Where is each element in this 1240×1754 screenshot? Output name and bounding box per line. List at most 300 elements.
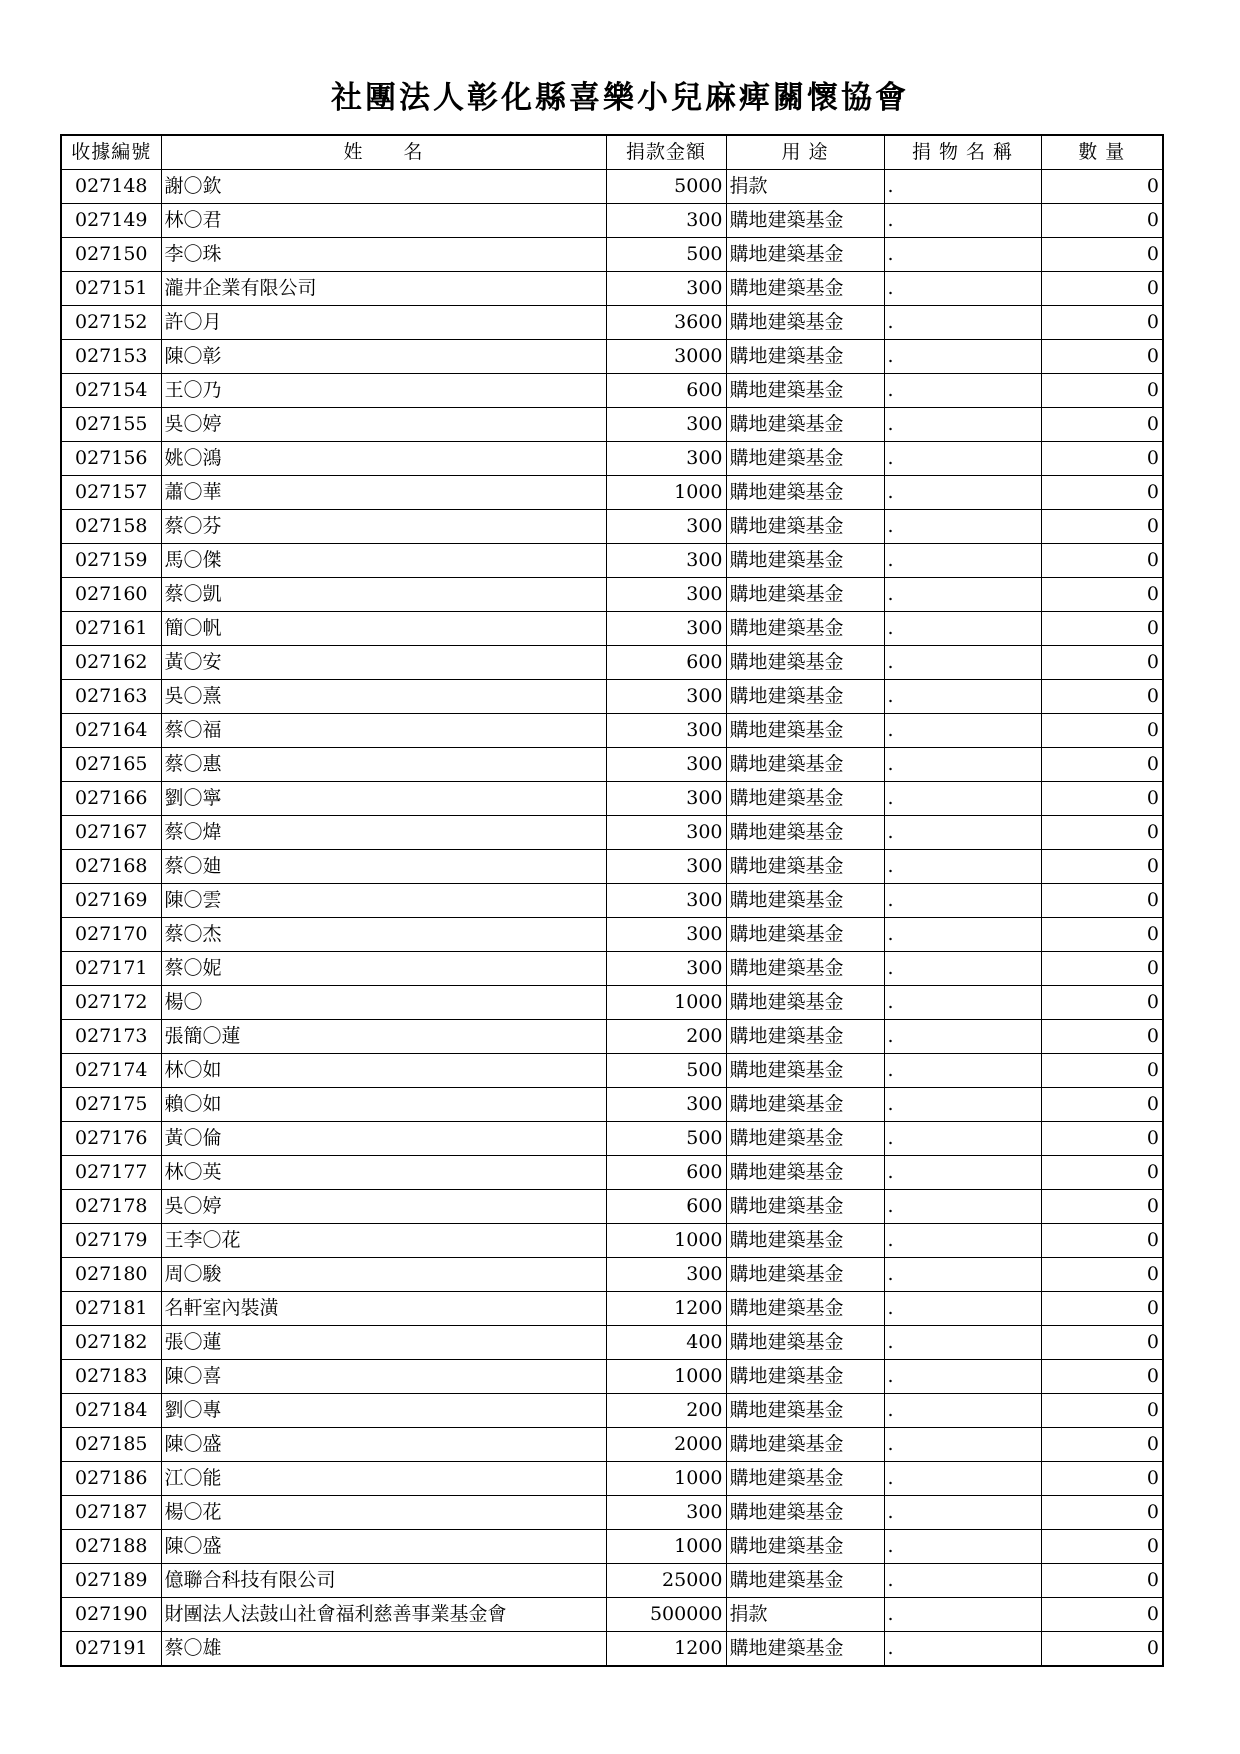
cell-donor-name: 張簡〇蓮 [161,1020,606,1054]
cell-item-name: . [884,1088,1041,1122]
cell-quantity: 0 [1041,1428,1163,1462]
cell-purpose: 購地建築基金 [726,1632,884,1667]
cell-receipt-no: 027168 [61,850,161,884]
cell-donor-name: 財團法人法鼓山社會福利慈善事業基金會 [161,1598,606,1632]
cell-receipt-no: 027152 [61,306,161,340]
cell-donor-name: 名軒室內裝潢 [161,1292,606,1326]
cell-donor-name: 林〇君 [161,204,606,238]
table-body [61,170,1163,1667]
cell-item-name: . [884,510,1041,544]
cell-quantity: 0 [1041,884,1163,918]
cell-receipt-no: 027156 [61,442,161,476]
cell-donor-name: 劉〇專 [161,1394,606,1428]
cell-quantity: 0 [1041,374,1163,408]
cell-receipt-no: 027163 [61,680,161,714]
cell-receipt-no: 027151 [61,272,161,306]
table-row [61,1258,1163,1292]
cell-quantity: 0 [1041,850,1163,884]
cell-donor-name: 陳〇盛 [161,1428,606,1462]
cell-amount: 300 [606,1496,726,1530]
cell-quantity: 0 [1041,238,1163,272]
cell-donor-name: 馬〇傑 [161,544,606,578]
cell-amount: 500 [606,1122,726,1156]
cell-purpose: 購地建築基金 [726,306,884,340]
table-row [61,782,1163,816]
cell-quantity: 0 [1041,1054,1163,1088]
header-receipt-no: 收據編號 [61,135,161,170]
cell-amount: 300 [606,272,726,306]
cell-amount: 1000 [606,986,726,1020]
cell-donor-name: 周〇駿 [161,1258,606,1292]
cell-purpose: 購地建築基金 [726,952,884,986]
cell-receipt-no: 027171 [61,952,161,986]
table-row [61,204,1163,238]
cell-receipt-no: 027154 [61,374,161,408]
table-row [61,170,1163,204]
cell-purpose: 捐款 [726,170,884,204]
cell-receipt-no: 027187 [61,1496,161,1530]
cell-quantity: 0 [1041,952,1163,986]
cell-receipt-no: 027177 [61,1156,161,1190]
cell-purpose: 購地建築基金 [726,850,884,884]
cell-quantity: 0 [1041,578,1163,612]
cell-amount: 300 [606,612,726,646]
cell-purpose: 購地建築基金 [726,1530,884,1564]
header-item-name: 捐 物 名 稱 [884,135,1041,170]
cell-receipt-no: 027150 [61,238,161,272]
cell-item-name: . [884,578,1041,612]
table-row [61,646,1163,680]
cell-purpose: 購地建築基金 [726,442,884,476]
cell-item-name: . [884,442,1041,476]
cell-amount: 3600 [606,306,726,340]
table-row [61,748,1163,782]
cell-purpose: 購地建築基金 [726,680,884,714]
cell-donor-name: 蔡〇廸 [161,850,606,884]
cell-item-name: . [884,1632,1041,1667]
table-row [61,850,1163,884]
table-header [61,135,1163,170]
cell-quantity: 0 [1041,476,1163,510]
table-row [61,986,1163,1020]
cell-purpose: 購地建築基金 [726,340,884,374]
cell-quantity: 0 [1041,272,1163,306]
cell-quantity: 0 [1041,1020,1163,1054]
cell-item-name: . [884,612,1041,646]
cell-purpose: 購地建築基金 [726,238,884,272]
cell-amount: 300 [606,884,726,918]
cell-quantity: 0 [1041,1394,1163,1428]
cell-donor-name: 黃〇安 [161,646,606,680]
table-row [61,1632,1163,1667]
cell-item-name: . [884,782,1041,816]
table-row [61,1292,1163,1326]
cell-donor-name: 蔡〇福 [161,714,606,748]
cell-receipt-no: 027175 [61,1088,161,1122]
cell-purpose: 購地建築基金 [726,884,884,918]
cell-item-name: . [884,1292,1041,1326]
table-row [61,1088,1163,1122]
cell-quantity: 0 [1041,1496,1163,1530]
cell-quantity: 0 [1041,986,1163,1020]
table-row [61,714,1163,748]
cell-item-name: . [884,170,1041,204]
cell-quantity: 0 [1041,1564,1163,1598]
cell-quantity: 0 [1041,918,1163,952]
cell-quantity: 0 [1041,1088,1163,1122]
cell-item-name: . [884,1258,1041,1292]
cell-donor-name: 陳〇雲 [161,884,606,918]
table-row [61,578,1163,612]
cell-item-name: . [884,408,1041,442]
cell-purpose: 購地建築基金 [726,1224,884,1258]
cell-item-name: . [884,1496,1041,1530]
cell-receipt-no: 027174 [61,1054,161,1088]
cell-donor-name: 蔡〇杰 [161,918,606,952]
cell-purpose: 購地建築基金 [726,578,884,612]
cell-amount: 600 [606,1156,726,1190]
cell-quantity: 0 [1041,714,1163,748]
cell-receipt-no: 027148 [61,170,161,204]
cell-quantity: 0 [1041,204,1163,238]
cell-quantity: 0 [1041,442,1163,476]
cell-receipt-no: 027161 [61,612,161,646]
cell-quantity: 0 [1041,782,1163,816]
cell-donor-name: 吳〇婷 [161,408,606,442]
cell-donor-name: 陳〇喜 [161,1360,606,1394]
cell-purpose: 購地建築基金 [726,374,884,408]
cell-receipt-no: 027184 [61,1394,161,1428]
cell-purpose: 購地建築基金 [726,544,884,578]
cell-amount: 300 [606,782,726,816]
cell-amount: 600 [606,1190,726,1224]
cell-receipt-no: 027157 [61,476,161,510]
cell-receipt-no: 027165 [61,748,161,782]
cell-amount: 300 [606,918,726,952]
cell-item-name: . [884,544,1041,578]
cell-donor-name: 謝〇欽 [161,170,606,204]
cell-item-name: . [884,680,1041,714]
cell-quantity: 0 [1041,1190,1163,1224]
cell-receipt-no: 027179 [61,1224,161,1258]
cell-item-name: . [884,1428,1041,1462]
cell-amount: 300 [606,850,726,884]
header-purpose: 用 途 [726,135,884,170]
cell-amount: 1000 [606,1530,726,1564]
cell-receipt-no: 027178 [61,1190,161,1224]
document-title: 社團法人彰化縣喜樂小兒麻痺關懷協會 [331,80,909,116]
table-row [61,952,1163,986]
cell-donor-name: 劉〇寧 [161,782,606,816]
cell-quantity: 0 [1041,1462,1163,1496]
table-row [61,1054,1163,1088]
cell-item-name: . [884,1394,1041,1428]
cell-amount: 400 [606,1326,726,1360]
table-row [61,476,1163,510]
header-row [61,135,1163,170]
table-row [61,340,1163,374]
table-row [61,238,1163,272]
cell-purpose: 購地建築基金 [726,714,884,748]
table-row [61,612,1163,646]
table-row [61,1428,1163,1462]
cell-receipt-no: 027189 [61,1564,161,1598]
cell-purpose: 購地建築基金 [726,476,884,510]
cell-purpose: 購地建築基金 [726,1088,884,1122]
cell-item-name: . [884,306,1041,340]
cell-purpose: 購地建築基金 [726,1054,884,1088]
cell-purpose: 購地建築基金 [726,986,884,1020]
cell-item-name: . [884,1530,1041,1564]
table-row [61,816,1163,850]
cell-amount: 1200 [606,1632,726,1667]
cell-item-name: . [884,884,1041,918]
cell-amount: 300 [606,748,726,782]
cell-donor-name: 江〇能 [161,1462,606,1496]
cell-item-name: . [884,918,1041,952]
cell-amount: 300 [606,578,726,612]
cell-quantity: 0 [1041,1598,1163,1632]
cell-receipt-no: 027153 [61,340,161,374]
cell-item-name: . [884,476,1041,510]
cell-donor-name: 林〇英 [161,1156,606,1190]
cell-donor-name: 蔡〇雄 [161,1632,606,1667]
cell-purpose: 購地建築基金 [726,1564,884,1598]
cell-receipt-no: 027176 [61,1122,161,1156]
cell-item-name: . [884,238,1041,272]
table-row [61,442,1163,476]
cell-item-name: . [884,272,1041,306]
cell-purpose: 購地建築基金 [726,782,884,816]
cell-donor-name: 蔡〇凱 [161,578,606,612]
cell-quantity: 0 [1041,646,1163,680]
cell-amount: 300 [606,442,726,476]
cell-donor-name: 瀧井企業有限公司 [161,272,606,306]
header-amount: 捐款金額 [606,135,726,170]
table-row [61,306,1163,340]
cell-amount: 3000 [606,340,726,374]
cell-purpose: 購地建築基金 [726,1428,884,1462]
cell-purpose: 購地建築基金 [726,272,884,306]
cell-amount: 300 [606,204,726,238]
table-row [61,1394,1163,1428]
cell-amount: 1200 [606,1292,726,1326]
header-quantity: 數 量 [1041,135,1163,170]
cell-purpose: 購地建築基金 [726,1190,884,1224]
table-row [61,408,1163,442]
cell-amount: 25000 [606,1564,726,1598]
cell-amount: 300 [606,510,726,544]
cell-quantity: 0 [1041,510,1163,544]
cell-quantity: 0 [1041,1530,1163,1564]
cell-quantity: 0 [1041,340,1163,374]
cell-donor-name: 黃〇倫 [161,1122,606,1156]
cell-receipt-no: 027181 [61,1292,161,1326]
cell-item-name: . [884,850,1041,884]
cell-quantity: 0 [1041,544,1163,578]
cell-receipt-no: 027182 [61,1326,161,1360]
cell-item-name: . [884,1156,1041,1190]
cell-donor-name: 陳〇彰 [161,340,606,374]
table-row [61,1598,1163,1632]
cell-amount: 500 [606,238,726,272]
table-row [61,1224,1163,1258]
cell-purpose: 購地建築基金 [726,1122,884,1156]
cell-donor-name: 簡〇帆 [161,612,606,646]
table-row [61,1156,1163,1190]
cell-purpose: 購地建築基金 [726,1156,884,1190]
cell-donor-name: 蔡〇芬 [161,510,606,544]
table-row [61,510,1163,544]
cell-receipt-no: 027155 [61,408,161,442]
cell-item-name: . [884,1598,1041,1632]
cell-amount: 1000 [606,1224,726,1258]
cell-purpose: 購地建築基金 [726,1020,884,1054]
cell-item-name: . [884,1020,1041,1054]
cell-donor-name: 許〇月 [161,306,606,340]
cell-quantity: 0 [1041,1326,1163,1360]
cell-amount: 5000 [606,170,726,204]
cell-purpose: 購地建築基金 [726,1394,884,1428]
table-row [61,1462,1163,1496]
cell-donor-name: 陳〇盛 [161,1530,606,1564]
cell-quantity: 0 [1041,1292,1163,1326]
table-row [61,1530,1163,1564]
cell-quantity: 0 [1041,1156,1163,1190]
cell-item-name: . [884,714,1041,748]
cell-item-name: . [884,952,1041,986]
header-name: 姓 名 [161,135,606,170]
cell-donor-name: 姚〇鴻 [161,442,606,476]
table-row [61,1496,1163,1530]
cell-purpose: 購地建築基金 [726,1292,884,1326]
cell-purpose: 購地建築基金 [726,1258,884,1292]
cell-quantity: 0 [1041,816,1163,850]
cell-purpose: 購地建築基金 [726,1360,884,1394]
cell-item-name: . [884,1462,1041,1496]
cell-donor-name: 王〇乃 [161,374,606,408]
cell-amount: 600 [606,646,726,680]
cell-purpose: 購地建築基金 [726,1496,884,1530]
cell-item-name: . [884,340,1041,374]
table-row [61,1190,1163,1224]
cell-donor-name: 楊〇花 [161,1496,606,1530]
cell-quantity: 0 [1041,1360,1163,1394]
cell-quantity: 0 [1041,408,1163,442]
cell-receipt-no: 027190 [61,1598,161,1632]
cell-donor-name: 蕭〇華 [161,476,606,510]
cell-amount: 300 [606,714,726,748]
cell-purpose: 購地建築基金 [726,510,884,544]
cell-quantity: 0 [1041,1224,1163,1258]
cell-donor-name: 李〇珠 [161,238,606,272]
table-row [61,680,1163,714]
cell-quantity: 0 [1041,170,1163,204]
cell-receipt-no: 027183 [61,1360,161,1394]
cell-donor-name: 楊〇 [161,986,606,1020]
cell-donor-name: 吳〇婷 [161,1190,606,1224]
cell-quantity: 0 [1041,1632,1163,1667]
cell-amount: 300 [606,680,726,714]
cell-item-name: . [884,1326,1041,1360]
cell-amount: 500000 [606,1598,726,1632]
cell-amount: 300 [606,1088,726,1122]
cell-receipt-no: 027191 [61,1632,161,1667]
cell-receipt-no: 027158 [61,510,161,544]
cell-purpose: 購地建築基金 [726,1326,884,1360]
cell-amount: 2000 [606,1428,726,1462]
table-row [61,374,1163,408]
cell-amount: 200 [606,1020,726,1054]
cell-receipt-no: 027185 [61,1428,161,1462]
cell-amount: 200 [606,1394,726,1428]
cell-receipt-no: 027159 [61,544,161,578]
cell-receipt-no: 027167 [61,816,161,850]
cell-receipt-no: 027164 [61,714,161,748]
table-row [61,884,1163,918]
cell-quantity: 0 [1041,612,1163,646]
cell-donor-name: 王李〇花 [161,1224,606,1258]
cell-receipt-no: 027180 [61,1258,161,1292]
cell-purpose: 購地建築基金 [726,816,884,850]
cell-amount: 300 [606,408,726,442]
cell-amount: 1000 [606,476,726,510]
cell-receipt-no: 027149 [61,204,161,238]
cell-purpose: 購地建築基金 [726,612,884,646]
cell-donor-name: 億聯合科技有限公司 [161,1564,606,1598]
cell-receipt-no: 027169 [61,884,161,918]
cell-item-name: . [884,374,1041,408]
cell-donor-name: 張〇蓮 [161,1326,606,1360]
cell-donor-name: 吳〇熹 [161,680,606,714]
cell-purpose: 購地建築基金 [726,646,884,680]
cell-item-name: . [884,1224,1041,1258]
cell-amount: 1000 [606,1462,726,1496]
table-row [61,544,1163,578]
cell-receipt-no: 027160 [61,578,161,612]
table-row [61,1564,1163,1598]
cell-receipt-no: 027162 [61,646,161,680]
cell-purpose: 購地建築基金 [726,748,884,782]
cell-item-name: . [884,816,1041,850]
cell-receipt-no: 027170 [61,918,161,952]
donation-table [60,134,1164,1667]
cell-item-name: . [884,646,1041,680]
cell-amount: 500 [606,1054,726,1088]
cell-receipt-no: 027173 [61,1020,161,1054]
cell-donor-name: 賴〇如 [161,1088,606,1122]
cell-donor-name: 蔡〇妮 [161,952,606,986]
cell-item-name: . [884,1564,1041,1598]
cell-item-name: . [884,986,1041,1020]
table-row [61,1020,1163,1054]
table-row [61,918,1163,952]
table-row [61,1326,1163,1360]
cell-item-name: . [884,1360,1041,1394]
cell-quantity: 0 [1041,748,1163,782]
cell-donor-name: 蔡〇煒 [161,816,606,850]
table-row [61,1360,1163,1394]
cell-donor-name: 蔡〇惠 [161,748,606,782]
cell-quantity: 0 [1041,306,1163,340]
cell-amount: 600 [606,374,726,408]
cell-item-name: . [884,204,1041,238]
table-row [61,1122,1163,1156]
cell-receipt-no: 027186 [61,1462,161,1496]
cell-receipt-no: 027166 [61,782,161,816]
cell-item-name: . [884,1054,1041,1088]
cell-amount: 300 [606,952,726,986]
